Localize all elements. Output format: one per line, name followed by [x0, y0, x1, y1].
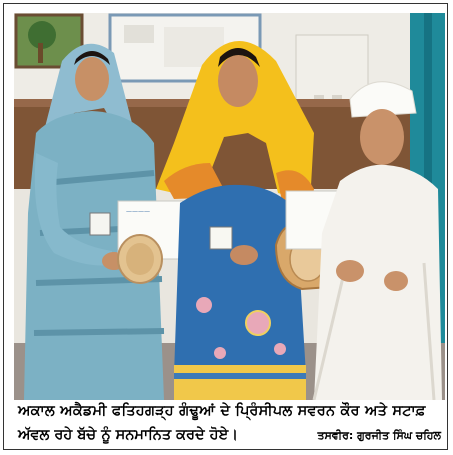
caption-line-1: ਅਕਾਲ ਅਕੈਡਮੀ ਫਤਿਹਗੜ੍ਹ ਗੰਢੂਆਂ ਦੇ ਪ੍ਰਿੰਸੀਪਲ ਸਵਰਨ ਕੌਰ ਅਤੇ ਸਟਾਫ਼ [18, 403, 426, 419]
photo-credit: ਤਸਵੀਰ: ਗੁਰਜੀਤ ਸਿੰਘ ਚਹਿਲ [317, 429, 441, 442]
photo-illustration [14, 13, 445, 400]
photo-caption [14, 402, 445, 450]
svg-text:————: ———— [126, 208, 150, 215]
caption-line-2: ਅੱਵਲ ਰਹੇ ਬੱਚੇ ਨੂੰ ਸਨਮਾਨਿਤ ਕਰਦੇ ਹੋਏ। [18, 427, 238, 443]
news-photo-frame [3, 3, 448, 450]
news-photo [14, 13, 445, 400]
